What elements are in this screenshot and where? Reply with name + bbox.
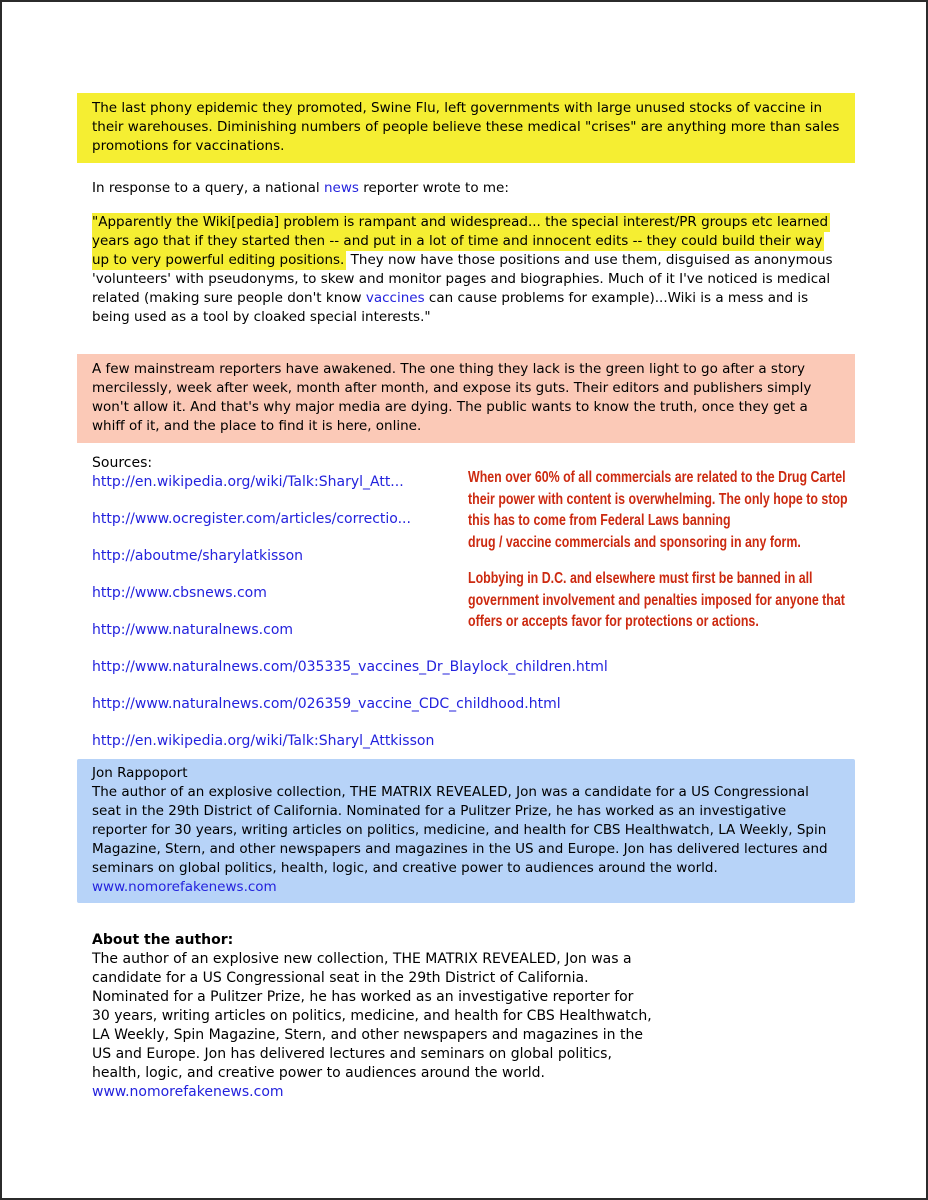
- source-link-naturalnews-cdc[interactable]: http://www.naturalnews.com/026359_vaccine_CDC_childhood.html: [92, 696, 561, 712]
- author-box-website-link[interactable]: www.nomorefakenews.com: [92, 879, 277, 895]
- drug-cartel-annotation: [468, 467, 916, 553]
- author-box: [77, 759, 855, 903]
- quote-highlighted-text: "Apparently the Wiki[pedia] problem is rampant and widespread... the special interest/PR groups etc learned years ago that if they started then -- and put in a lot of time and innocent edits -- they could build their way up to very powerful editing positions.: [92, 214, 829, 268]
- sources-label: Sources:: [92, 455, 153, 471]
- vaccines-link[interactable]: vaccines: [365, 290, 425, 306]
- reporter-quote-paragraph: [77, 213, 855, 327]
- source-link-wikipedia-talk-truncated[interactable]: http://en.wikipedia.org/wiki/Talk:Sharyl_Att...: [92, 474, 404, 490]
- quote-text-middle: They now have those positions and use them, disguised as anonymous 'volunteers' with pseudonyms, to skew and monitor pages and biographies. Much of it I've noticed is medical related (making sure people don't know: [92, 252, 833, 306]
- news-link[interactable]: news: [323, 180, 359, 196]
- source-link-naturalnews[interactable]: http://www.naturalnews.com: [92, 622, 294, 638]
- source-link-aboutme[interactable]: http://aboutme/sharylatkisson: [92, 548, 304, 564]
- source-link-wikipedia-talk-full[interactable]: http://en.wikipedia.org/wiki/Talk:Sharyl_Attkisson: [92, 733, 435, 749]
- annotation-line: drug / vaccine commercials and sponsoring in any form.: [468, 533, 801, 551]
- intro-highlight-paragraph: The last phony epidemic they promoted, Swine Flu, left governments with large unused stocks of vaccine in their warehouses. Diminishing numbers of people believe these medical "crises" are anything more than sales promotions for vaccinations.: [77, 93, 855, 163]
- response-text-before: In response to a query, a national: [92, 180, 324, 196]
- quote-text-end: can cause problems for example)...Wiki is a mess and is being used as a tool by cloaked special interests.": [92, 290, 809, 325]
- annotation-line: offers or accepts favor for protections or actions.: [468, 613, 759, 630]
- source-link-naturalnews-blaylock[interactable]: http://www.naturalnews.com/035335_vaccines_Dr_Blaylock_children.html: [92, 659, 608, 675]
- source-link-cbsnews[interactable]: http://www.cbsnews.com: [92, 585, 267, 601]
- red-annotations: [468, 467, 916, 633]
- author-bio: The author of an explosive collection, THE MATRIX REVEALED, Jon was a candidate for a US Congressional seat in the 29th District of California. Nominated for a Pulitzer Prize, he has worked as an investigative reporter for 30 years, writing articles on politics, medicine, and health for CBS Healthwatch, LA Weekly, Spin Magazine, Stern, and other newspapers and magazines in the US and Europe. Jon has delivered lectures and seminars on global politics, health, logic, and creative power to audiences around the world.: [92, 784, 828, 876]
- author-name: Jon Rappoport: [92, 765, 188, 781]
- annotation-line: this has to come from Federal Laws banning: [468, 512, 731, 529]
- about-website-link[interactable]: www.nomorefakenews.com: [92, 1084, 284, 1100]
- response-text-after: reporter wrote to me:: [358, 180, 509, 196]
- annotation-line: government involvement and penalties imposed for anyone that: [468, 591, 845, 609]
- lobbying-annotation: [468, 568, 916, 633]
- about-author-section: [92, 931, 654, 1102]
- mainstream-reporters-note: A few mainstream reporters have awakened. The one thing they lack is the green light to go after a story mercilessly, week after week, month after month, and expose its guts. Their editors and publishers simply won't allow it. And that's why major media are dying. The public wants to know the truth, once they get a whiff of it, and the place to find it is here, online.: [77, 354, 855, 443]
- about-bio: The author of an explosive new collection, THE MATRIX REVEALED, Jon was a candidate for a US Congressional seat in the 29th District of California. Nominated for a Pulitzer Prize, he has worked as an investigative reporter for 30 years, writing articles on politics, medicine, and health for CBS Healthwatch, LA Weekly, Spin Magazine, Stern, and other newspapers and magazines in the US and Europe. Jon has delivered lectures and seminars on global politics, health, logic, and creative power to audiences around the world.: [92, 951, 652, 1081]
- annotation-line: When over 60% of all commercials are related to the Drug Cartel: [468, 469, 846, 486]
- about-heading: About the author:: [92, 932, 234, 948]
- response-paragraph: [92, 179, 852, 198]
- source-link-ocregister[interactable]: http://www.ocregister.com/articles/correctio...: [92, 511, 411, 527]
- annotation-line: Lobbying in D.C. and elsewhere must first be banned in all: [468, 570, 813, 587]
- annotation-line: their power with content is overwhelming. The only hope to stop: [468, 490, 848, 508]
